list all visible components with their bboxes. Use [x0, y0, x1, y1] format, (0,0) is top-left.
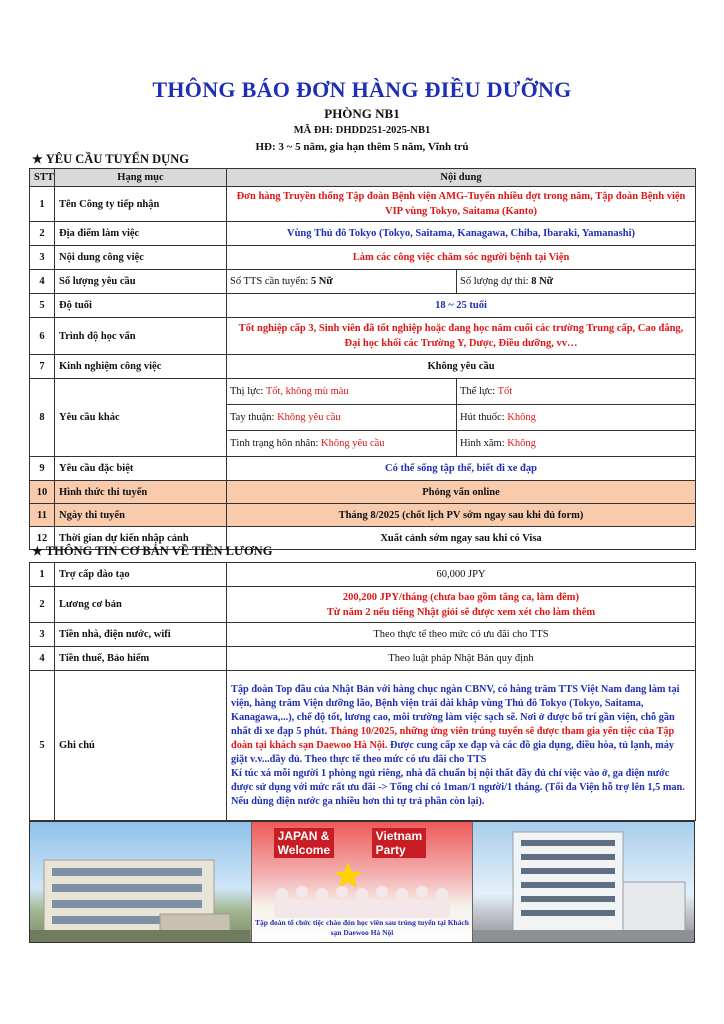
row-category: Hình thức thi tuyển — [55, 481, 227, 504]
row-category: Tên Công ty tiếp nhận — [55, 187, 227, 222]
row-category: Ghi chú — [55, 671, 227, 821]
row-category: Kinh nghiệm công việc — [55, 355, 227, 379]
row-content: 18 ~ 25 tuổi — [227, 294, 696, 318]
row-number: 2 — [30, 587, 55, 623]
table-row — [30, 504, 696, 527]
row-number: 8 — [30, 379, 55, 457]
row-number: 12 — [30, 527, 55, 550]
banner-text: JAPAN & Welcome — [274, 828, 334, 858]
table-row — [30, 647, 696, 671]
row-content: Đơn hàng Truyền thống Tập đoàn Bệnh viện AMG-Tuyển nhiều đợt trong năm, Tập đoàn Bệnh viện VIP vùng Tokyo, Saitama (Kanto) — [227, 187, 696, 222]
row-category: Yêu cầu khác — [55, 379, 227, 457]
row-number: 4 — [30, 647, 55, 671]
recruitment-table — [29, 168, 696, 550]
row-category: Trình độ học vấn — [55, 318, 227, 355]
row-number: 1 — [30, 563, 55, 587]
page-title: THÔNG BÁO ĐƠN HÀNG ĐIỀU DƯỠNG — [152, 77, 572, 102]
table-row — [30, 246, 696, 270]
row-category: Số lượng yêu cầu — [55, 270, 227, 294]
physical-fitness: Thể lực: Tốt — [457, 379, 696, 405]
tattoo: Hình xăm: Không — [457, 431, 696, 457]
row-content: Xuất cảnh sớm ngay sau khi có Visa — [227, 527, 696, 550]
row-number: 3 — [30, 623, 55, 647]
row-category: Lương cơ bản — [55, 587, 227, 623]
row-content: 60,000 JPY — [227, 563, 696, 587]
row-category: Thời gian dự kiến nhập cảnh — [55, 527, 227, 550]
building-illustration — [30, 822, 250, 942]
row-number: 5 — [30, 671, 55, 821]
table-row — [30, 587, 696, 623]
row-category: Tiền nhà, điện nước, wifi — [55, 623, 227, 647]
modern-hospital-photo — [473, 822, 694, 942]
row-number: 2 — [30, 222, 55, 246]
photo-strip — [29, 821, 695, 943]
row-content: Vùng Thủ đô Tokyo (Tokyo, Saitama, Kanagawa, Chiba, Ibaraki, Yamanashi) — [227, 222, 696, 246]
photo-caption: Tập đoàn tổ chức tiệc chào đón học viên sau trúng tuyển tại Khách sạn Daewoo Hà Nội — [255, 918, 469, 937]
table-row — [30, 623, 696, 647]
row-number: 7 — [30, 355, 55, 379]
table-row — [30, 563, 696, 587]
row-category: Địa điểm làm việc — [55, 222, 227, 246]
row-category: Ngày thi tuyển — [55, 504, 227, 527]
hospital-building-photo — [30, 822, 252, 942]
table-row — [30, 379, 696, 405]
row-content: Có thể sống tập thể, biết đi xe đạp — [227, 457, 696, 481]
document-header — [0, 76, 724, 155]
table-header-row — [30, 169, 696, 187]
column-header-content: Nội dung — [227, 169, 696, 187]
room-name: PHÒNG NB1 — [324, 106, 400, 121]
column-header-stt: STT — [30, 169, 55, 187]
dominant-hand: Tay thuận: Không yêu cầu — [227, 405, 457, 431]
star-icon: ★ — [32, 152, 43, 166]
star-icon: ★ — [32, 544, 43, 558]
table-row — [30, 294, 696, 318]
table-row — [30, 222, 696, 246]
row-number: 5 — [30, 294, 55, 318]
section-title-salary: ★ THÔNG TIN CƠ BẢN VỀ TIỀN LƯƠNG — [32, 544, 273, 558]
row-category: Độ tuổi — [55, 294, 227, 318]
building-illustration — [473, 822, 694, 942]
row-category: Yêu cầu đặc biệt — [55, 457, 227, 481]
row-content: 200,200 JPY/tháng (chưa bao gồm tăng ca, làm đêm) Từ năm 2 nếu tiếng Nhật giỏi sẽ được xem xét cho làm thêm — [227, 587, 696, 623]
row-content: Làm các công việc chăm sóc người bệnh tại Viện — [227, 246, 696, 270]
row-number: 4 — [30, 270, 55, 294]
row-number: 9 — [30, 457, 55, 481]
row-number: 1 — [30, 187, 55, 222]
trainee-count: Số TTS cần tuyển: 5 Nữ — [227, 270, 457, 294]
banner-text: Vietnam Party — [372, 828, 426, 858]
row-category: Trợ cấp đào tạo — [55, 563, 227, 587]
table-row — [30, 355, 696, 379]
row-content: Theo thực tế theo mức có ưu đãi cho TTS — [227, 623, 696, 647]
table-row — [30, 457, 696, 481]
row-category: Tiền thuế, Bảo hiểm — [55, 647, 227, 671]
row-category: Nội dung công việc — [55, 246, 227, 270]
table-row — [30, 481, 696, 504]
row-content: Theo luật pháp Nhật Bản quy định — [227, 647, 696, 671]
eyesight: Thị lực: Tốt, không mù màu — [227, 379, 457, 405]
row-number: 10 — [30, 481, 55, 504]
column-header-item: Hạng mục — [55, 169, 227, 187]
table-row — [30, 671, 696, 821]
table-row — [30, 187, 696, 222]
candidate-count: Số lượng dự thi: 8 Nữ — [457, 270, 696, 294]
row-content: Tốt nghiệp cấp 3, Sinh viên đã tốt nghiệp hoặc đang học năm cuối các trường Trung cấp, Cao đẳng, Đại học khối các Trường Y, Dược, Điều dưỡng, vv… — [227, 318, 696, 355]
row-content: Phỏng vấn online — [227, 481, 696, 504]
contract-term: HĐ: 3 ~ 5 năm, gia hạn thêm 5 năm, Vĩnh trú — [255, 141, 469, 153]
note-content: Tập đoàn Top đầu của Nhật Bản với hàng chục ngàn CBNV, có hàng trăm TTS Việt Nam đang làm tại viện, hàng trăm Viện dưỡng lão, Bệnh viện trải dài khắp vùng Thủ đô Tokyo (Tokyo, Saitama, Kanagawa,...), chế độ tốt, lương cao, môi trường làm việc sạch sẽ. Nơi ở được bố trí gần viện, chỗ gần nhất đi xe đạp 5 phút. Tháng 10/2025, những ứng viên trúng tuyển sẽ được tham gia yến tiệc của Tập đoàn tại khách sạn Daewoo Hà Nội. Được cung cấp xe đạp và các đồ gia dụng, điều hòa, tủ lạnh, máy giặt v.v...đầy đủ. Theo thực tế theo mức có ưu đãi cho TTS Kí túc xá mỗi người 1 phòng ngủ riêng, nhà đã chuẩn bị nội thất đầy đủ chỉ việc vào ở, ga điện nước được sử dụng với mức rất ưu đãi -> Tổng chỉ có 1man/1 người/1 tháng. (Tối đa Viện hỗ trợ lên 1,5 man. Nếu dùng điện nước ga nhiều hơn thì tự trả phần còn lại). — [227, 671, 696, 821]
row-content: Tháng 8/2025 (chốt lịch PV sớm ngay sau khi đủ form) — [227, 504, 696, 527]
row-number: 3 — [30, 246, 55, 270]
salary-table — [29, 562, 696, 821]
table-row — [30, 318, 696, 355]
table-row — [30, 270, 696, 294]
smoking: Hút thuốc: Không — [457, 405, 696, 431]
section-title-recruitment: ★ YÊU CẦU TUYỂN DỤNG — [32, 152, 189, 166]
welcome-party-photo — [252, 822, 474, 942]
row-number: 11 — [30, 504, 55, 527]
row-content: Không yêu cầu — [227, 355, 696, 379]
row-number: 6 — [30, 318, 55, 355]
marital-status: Tình trạng hôn nhân: Không yêu cầu — [227, 431, 457, 457]
order-code: MÃ ĐH: DHDD251-2025-NB1 — [293, 125, 431, 136]
